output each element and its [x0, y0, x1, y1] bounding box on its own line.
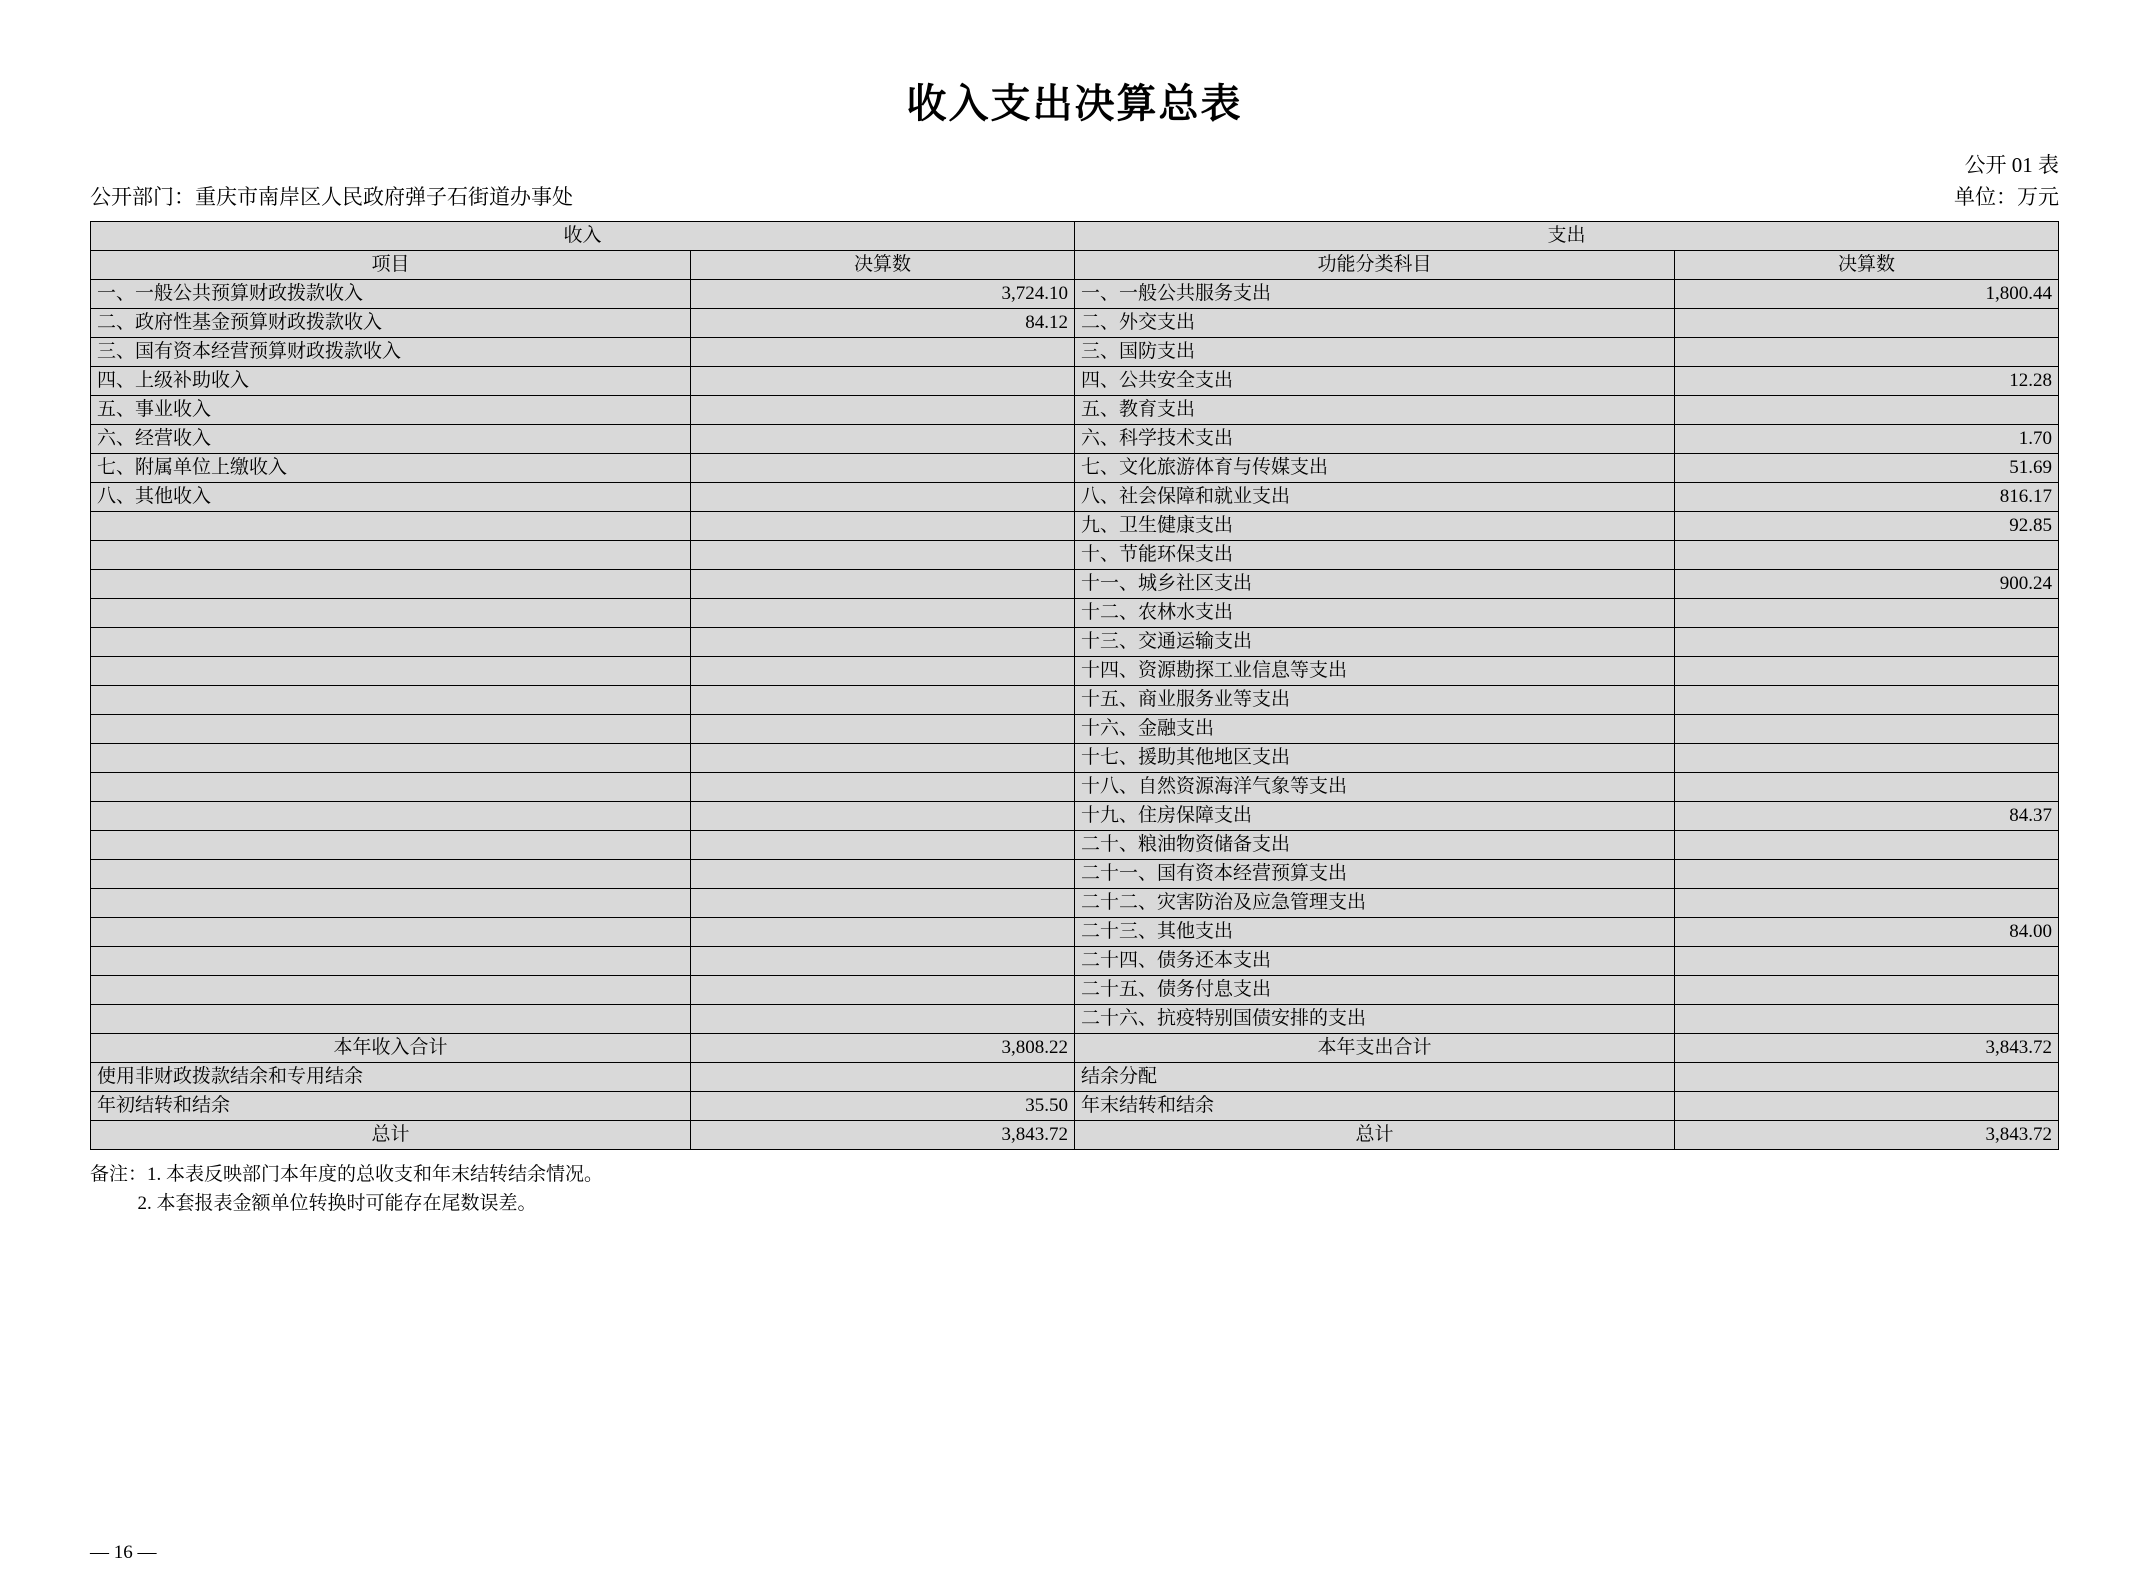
cell-income-item: 八、其他收入: [91, 483, 691, 512]
table-row: [91, 918, 2059, 947]
cell-income-value: [691, 860, 1075, 889]
document-meta: [90, 153, 2059, 209]
cell-expense-item: 结余分配: [1075, 1063, 1675, 1092]
cell-expense-value: 1,800.44: [1675, 280, 2059, 309]
cell-expense-value: [1675, 628, 2059, 657]
cell-expense-item: 五、教育支出: [1075, 396, 1675, 425]
cell-income-value: [691, 1005, 1075, 1034]
cell-expense-item: 本年支出合计: [1075, 1034, 1675, 1063]
table-row: [91, 570, 2059, 599]
cell-income-value: [691, 889, 1075, 918]
cell-expense-value: 1.70: [1675, 425, 2059, 454]
cell-income-value: [691, 773, 1075, 802]
cell-income-item: [91, 773, 691, 802]
cell-expense-item: 二十六、抗疫特别国债安排的支出: [1075, 1005, 1675, 1034]
cell-income-item: 一、一般公共预算财政拨款收入: [91, 280, 691, 309]
cell-income-item: [91, 512, 691, 541]
cell-income-value: [691, 657, 1075, 686]
cell-expense-value: [1675, 889, 2059, 918]
cell-expense-item: 十三、交通运输支出: [1075, 628, 1675, 657]
table-row: [91, 657, 2059, 686]
table-column-header-row: [91, 251, 2059, 280]
cell-expense-value: 92.85: [1675, 512, 2059, 541]
table-row: [91, 686, 2059, 715]
unit-label: 单位：万元: [1954, 185, 2059, 209]
table-row: [91, 773, 2059, 802]
cell-income-value: [691, 425, 1075, 454]
table-row: [91, 396, 2059, 425]
column-header-expense-value: 决算数: [1675, 251, 2059, 280]
cell-income-item: 使用非财政拨款结余和专用结余: [91, 1063, 691, 1092]
table-row: [91, 715, 2059, 744]
table-summary-row: [91, 1121, 2059, 1150]
table-row: [91, 1005, 2059, 1034]
table-row: [91, 599, 2059, 628]
cell-expense-value: 3,843.72: [1675, 1034, 2059, 1063]
cell-income-value: [691, 396, 1075, 425]
note-line-1: 备注：1. 本表反映部门本年度的总收支和年末结转结余情况。: [90, 1164, 604, 1185]
cell-expense-item: 年末结转和结余: [1075, 1092, 1675, 1121]
cell-expense-item: 八、社会保障和就业支出: [1075, 483, 1675, 512]
cell-income-value: [691, 338, 1075, 367]
table-row: [91, 454, 2059, 483]
cell-income-value: [691, 802, 1075, 831]
cell-income-item: [91, 657, 691, 686]
cell-expense-item: 二十一、国有资本经营预算支出: [1075, 860, 1675, 889]
cell-income-value: [691, 686, 1075, 715]
cell-income-value: [691, 570, 1075, 599]
cell-expense-item: 二十三、其他支出: [1075, 918, 1675, 947]
cell-expense-value: [1675, 860, 2059, 889]
cell-expense-value: [1675, 396, 2059, 425]
cell-expense-value: [1675, 599, 2059, 628]
table-summary-row: [91, 1063, 2059, 1092]
table-row: [91, 628, 2059, 657]
cell-expense-value: 816.17: [1675, 483, 2059, 512]
table-row: [91, 860, 2059, 889]
cell-expense-value: [1675, 1063, 2059, 1092]
table-row: [91, 280, 2059, 309]
cell-income-value: [691, 483, 1075, 512]
cell-income-item: 五、事业收入: [91, 396, 691, 425]
form-number: 公开 01 表: [1964, 153, 2059, 177]
cell-income-item: 总计: [91, 1121, 691, 1150]
table-row: [91, 889, 2059, 918]
cell-income-value: [691, 715, 1075, 744]
cell-income-value: [691, 541, 1075, 570]
cell-expense-item: 十六、金融支出: [1075, 715, 1675, 744]
column-header-expense-item: 功能分类科目: [1075, 251, 1675, 280]
table-row: [91, 367, 2059, 396]
cell-expense-value: [1675, 831, 2059, 860]
cell-expense-value: [1675, 541, 2059, 570]
table-row: [91, 831, 2059, 860]
cell-expense-item: 二十四、债务还本支出: [1075, 947, 1675, 976]
column-header-income-value: 决算数: [691, 251, 1075, 280]
cell-income-item: 四、上级补助收入: [91, 367, 691, 396]
cell-expense-item: 十一、城乡社区支出: [1075, 570, 1675, 599]
note-line-2: 2. 本套报表金额单位转换时可能存在尾数误差。: [90, 1193, 537, 1215]
cell-income-item: [91, 918, 691, 947]
cell-expense-item: 九、卫生健康支出: [1075, 512, 1675, 541]
cell-income-value: [691, 918, 1075, 947]
table-row: [91, 425, 2059, 454]
cell-income-item: 七、附属单位上缴收入: [91, 454, 691, 483]
department-label: 公开部门：重庆市南岸区人民政府弹子石街道办事处: [90, 185, 573, 209]
cell-income-item: [91, 976, 691, 1005]
cell-income-item: [91, 860, 691, 889]
cell-income-item: [91, 802, 691, 831]
budget-table: [90, 221, 2059, 1150]
table-group-header-row: [91, 222, 2059, 251]
cell-expense-value: [1675, 657, 2059, 686]
cell-income-value: 3,724.10: [691, 280, 1075, 309]
cell-income-value: [691, 454, 1075, 483]
table-summary-row: [91, 1034, 2059, 1063]
cell-expense-value: 3,843.72: [1675, 1121, 2059, 1150]
table-summary-row: [91, 1092, 2059, 1121]
document-page: [0, 72, 2149, 1592]
cell-expense-value: [1675, 686, 2059, 715]
group-header-expense: 支出: [1075, 222, 2059, 251]
cell-expense-value: [1675, 976, 2059, 1005]
table-row: [91, 483, 2059, 512]
cell-expense-item: 十九、住房保障支出: [1075, 802, 1675, 831]
cell-expense-item: 十八、自然资源海洋气象等支出: [1075, 773, 1675, 802]
cell-expense-value: 84.00: [1675, 918, 2059, 947]
cell-income-value: [691, 1063, 1075, 1092]
cell-expense-item: 十、节能环保支出: [1075, 541, 1675, 570]
cell-income-item: [91, 831, 691, 860]
cell-expense-item: 二十五、债务付息支出: [1075, 976, 1675, 1005]
cell-income-value: [691, 831, 1075, 860]
cell-expense-item: 十四、资源勘探工业信息等支出: [1075, 657, 1675, 686]
cell-income-item: [91, 599, 691, 628]
cell-income-item: [91, 570, 691, 599]
cell-income-value: 35.50: [691, 1092, 1075, 1121]
cell-expense-value: 12.28: [1675, 367, 2059, 396]
cell-income-value: 3,843.72: [691, 1121, 1075, 1150]
cell-expense-value: 900.24: [1675, 570, 2059, 599]
cell-income-value: 3,808.22: [691, 1034, 1075, 1063]
cell-expense-item: 一、一般公共服务支出: [1075, 280, 1675, 309]
cell-income-value: [691, 628, 1075, 657]
cell-income-value: [691, 367, 1075, 396]
table-row: [91, 309, 2059, 338]
cell-income-item: [91, 686, 691, 715]
cell-expense-value: [1675, 773, 2059, 802]
table-row: [91, 338, 2059, 367]
cell-income-item: 二、政府性基金预算财政拨款收入: [91, 309, 691, 338]
cell-income-item: 本年收入合计: [91, 1034, 691, 1063]
cell-expense-value: [1675, 309, 2059, 338]
cell-income-item: 年初结转和结余: [91, 1092, 691, 1121]
group-header-income: 收入: [91, 222, 1075, 251]
table-notes: [90, 1160, 2059, 1219]
cell-expense-item: 二、外交支出: [1075, 309, 1675, 338]
cell-expense-item: 四、公共安全支出: [1075, 367, 1675, 396]
cell-expense-value: [1675, 338, 2059, 367]
cell-expense-item: 十二、农林水支出: [1075, 599, 1675, 628]
cell-expense-item: 十七、援助其他地区支出: [1075, 744, 1675, 773]
cell-expense-item: 总计: [1075, 1121, 1675, 1150]
cell-income-item: [91, 889, 691, 918]
cell-income-item: [91, 541, 691, 570]
cell-expense-item: 三、国防支出: [1075, 338, 1675, 367]
cell-expense-value: [1675, 744, 2059, 773]
cell-expense-value: 84.37: [1675, 802, 2059, 831]
table-row: [91, 947, 2059, 976]
cell-expense-item: 二十二、灾害防治及应急管理支出: [1075, 889, 1675, 918]
table-row: [91, 976, 2059, 1005]
cell-income-item: 三、国有资本经营预算财政拨款收入: [91, 338, 691, 367]
table-row: [91, 541, 2059, 570]
cell-expense-value: 51.69: [1675, 454, 2059, 483]
cell-income-item: [91, 715, 691, 744]
cell-income-value: [691, 744, 1075, 773]
cell-income-value: 84.12: [691, 309, 1075, 338]
cell-expense-value: [1675, 1092, 2059, 1121]
page-title: 收入支出决算总表: [906, 81, 1243, 127]
cell-income-item: [91, 1005, 691, 1034]
column-header-income-item: 项目: [91, 251, 691, 280]
cell-expense-value: [1675, 1005, 2059, 1034]
cell-income-item: 六、经营收入: [91, 425, 691, 454]
table-row: [91, 744, 2059, 773]
cell-income-item: [91, 628, 691, 657]
cell-expense-item: 二十、粮油物资储备支出: [1075, 831, 1675, 860]
cell-income-value: [691, 947, 1075, 976]
cell-income-value: [691, 599, 1075, 628]
table-row: [91, 802, 2059, 831]
cell-income-item: [91, 947, 691, 976]
table-row: [91, 512, 2059, 541]
cell-expense-item: 七、文化旅游体育与传媒支出: [1075, 454, 1675, 483]
cell-income-value: [691, 976, 1075, 1005]
cell-expense-item: 六、科学技术支出: [1075, 425, 1675, 454]
cell-income-value: [691, 512, 1075, 541]
table-body: [91, 280, 2059, 1150]
page-number: — 16 —: [90, 1542, 157, 1563]
cell-expense-value: [1675, 715, 2059, 744]
cell-expense-item: 十五、商业服务业等支出: [1075, 686, 1675, 715]
cell-expense-value: [1675, 947, 2059, 976]
cell-income-item: [91, 744, 691, 773]
